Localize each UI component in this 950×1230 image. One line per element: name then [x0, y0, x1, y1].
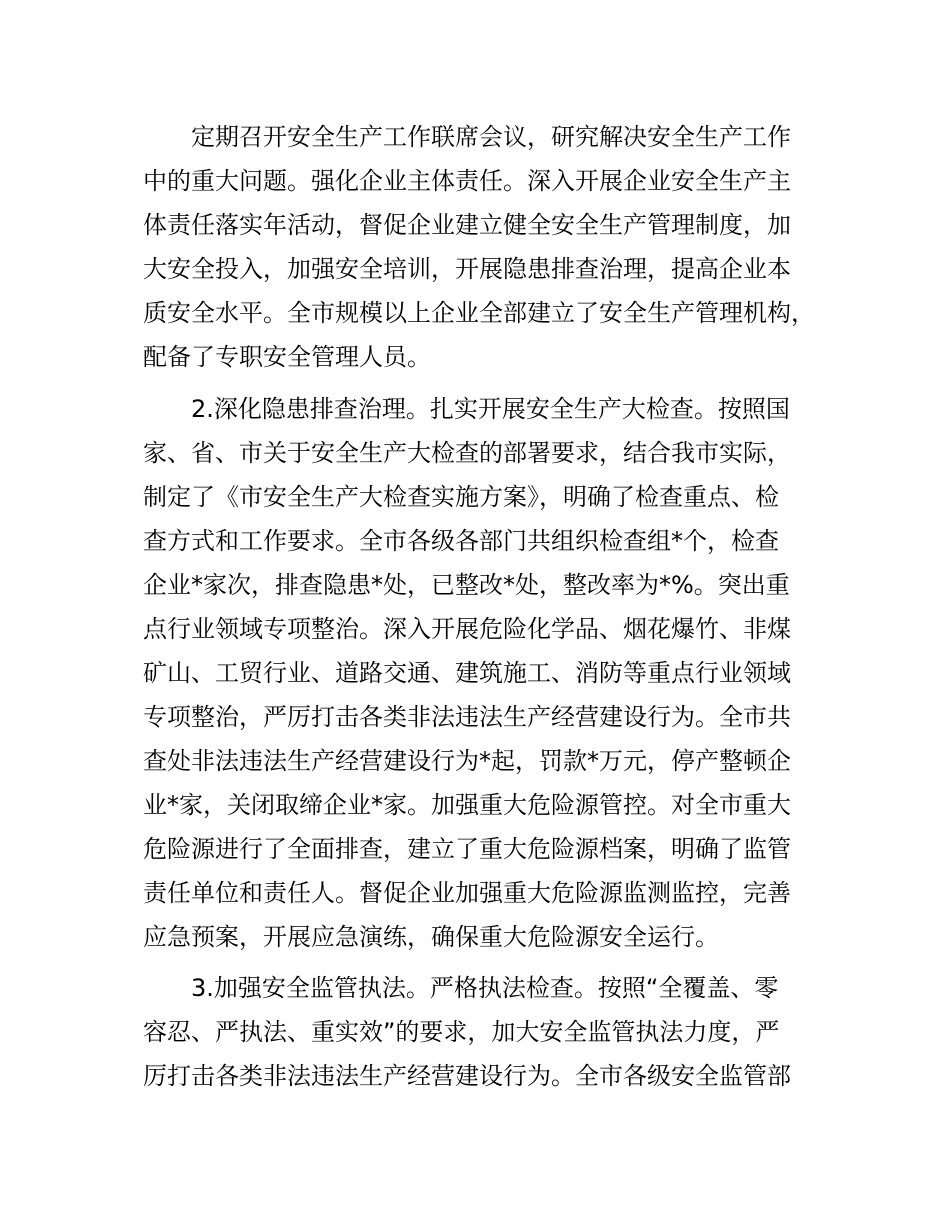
text-line: 点行业领域专项整治。深入开展危险化学品、烟花爆竹、非煤 [143, 615, 791, 643]
text-line: 查处非法违法生产经营建设行为*起，罚款*万元，停产整顿企 [143, 747, 791, 775]
text-line: 企业*家次，排查隐患*处，已整改*处，整改率为*%。突出重 [143, 571, 790, 599]
text-line: 容忍、严执法、重实效”的要求，加大安全监管执法力度，严 [143, 1018, 780, 1046]
text-line: 体责任落实年活动，督促企业建立健全安全生产管理制度，加 [143, 211, 791, 239]
text-line: 厉打击各类非法违法生产经营建设行为。全市各级安全监管部 [143, 1062, 791, 1090]
text-line: 查方式和工作要求。全市各级各部门共组织检查组*个，检查 [143, 527, 779, 555]
text-line: 配备了专职安全管理人员。 [143, 343, 431, 371]
text-line: 制定了《市安全生产大检查实施方案》，明确了检查重点、检 [143, 483, 779, 511]
text-line: 质安全水平。全市规模以上企业全部建立了安全生产管理机构， [143, 299, 815, 327]
text-line: 危险源进行了全面排查，建立了重大危险源档案，明确了监管 [143, 835, 791, 863]
text-line: 3.加强安全监管执法。严格执法检查。按照“全覆盖、零 [191, 974, 779, 1002]
text-line: 应急预案，开展应急演练，确保重大危险源安全运行。 [143, 923, 719, 951]
text-line: 定期召开安全生产工作联席会议，研究解决安全生产工作 [191, 123, 791, 151]
text-line: 责任单位和责任人。督促企业加强重大危险源监测监控，完善 [143, 879, 791, 907]
text-line: 矿山、工贸行业、道路交通、建筑施工、消防等重点行业领域 [143, 659, 791, 687]
text-line: 中的重大问题。强化企业主体责任。深入开展企业安全生产主 [143, 167, 791, 195]
text-line: 2.深化隐患排查治理。扎实开展安全生产大检查。按照国 [191, 395, 790, 423]
text-line: 业*家，关闭取缔企业*家。加强重大危险源管控。对全市重大 [143, 791, 791, 819]
text-line: 家、省、市关于安全生产大检查的部署要求，结合我市实际， [143, 439, 791, 467]
text-line: 大安全投入，加强安全培训，开展隐患排查治理，提高企业本 [143, 255, 791, 283]
text-line: 专项整治，严厉打击各类非法违法生产经营建设行为。全市共 [143, 703, 791, 731]
